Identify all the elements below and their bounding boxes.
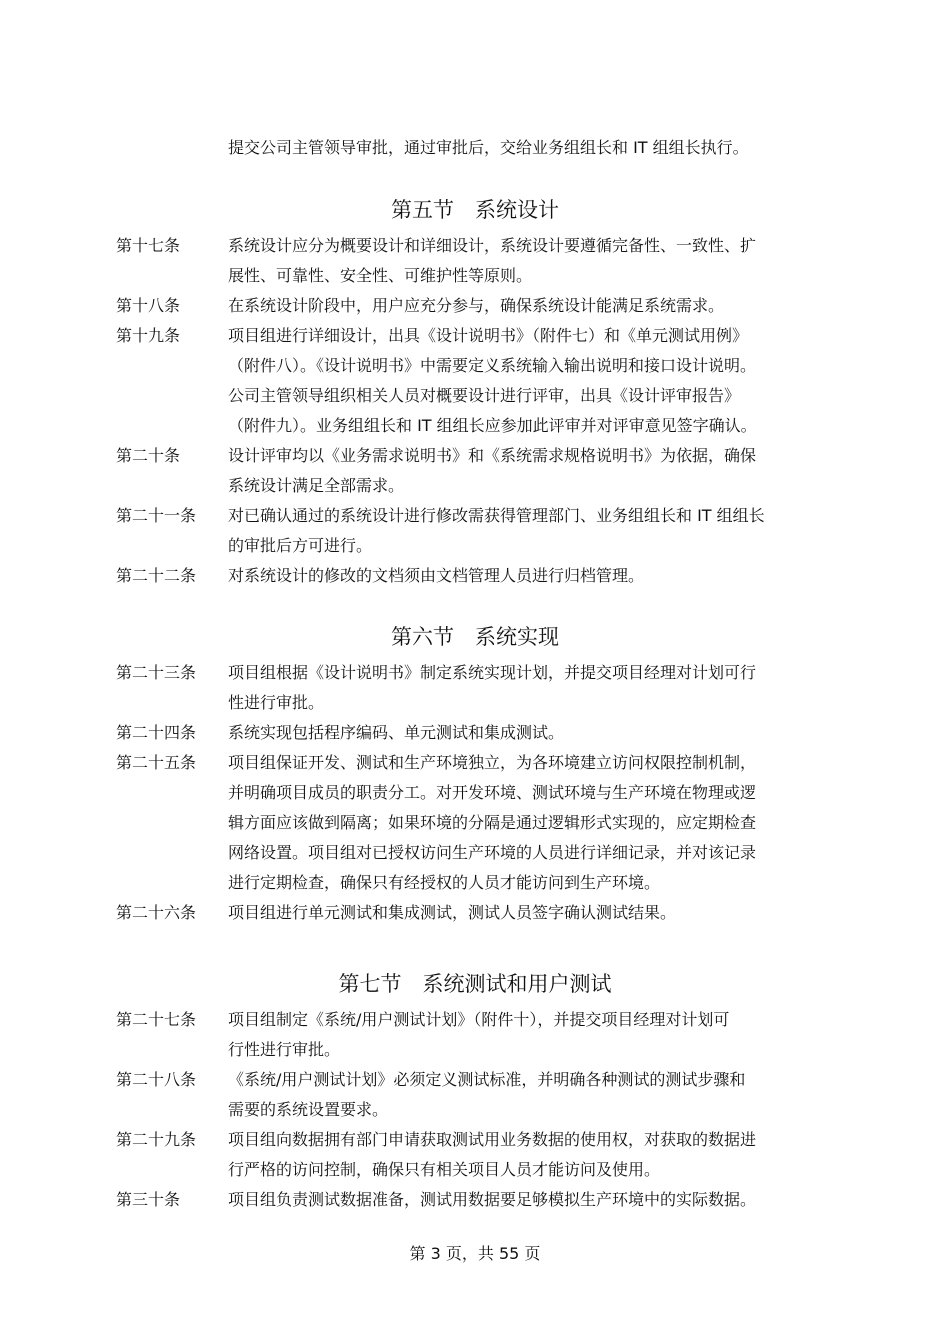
article-number: 第二十六条 (116, 903, 197, 922)
article-line: 并明确项目成员的职责分工。对开发环境、测试环境与生产环境在物理或逻 (228, 783, 757, 802)
article-line: 项目组根据《设计说明书》制定系统实现计划，并提交项目经理对计划可行 (228, 663, 757, 682)
article-text (228, 321, 818, 441)
section-title: 第七节 系统测试和用户测试 (338, 972, 612, 996)
article-line: 系统设计满足全部需求。 (228, 476, 405, 495)
article-number: 第二十四条 (116, 723, 197, 742)
article-text (228, 291, 818, 321)
article-line: 行性进行审批。 (228, 1040, 341, 1059)
article-line: 需要的系统设置要求。 (228, 1100, 389, 1119)
article-line: 对已确认通过的系统设计进行修改需获得管理部门、业务组组长和 IT 组组长 (228, 506, 765, 525)
article-line: （附件九）。业务组组长和 IT 组组长应参加此评审并对评审意见签字确认。 (228, 416, 757, 435)
article-line: 网络设置。项目组对已授权访问生产环境的人员进行详细记录，并对该记录 (228, 843, 757, 862)
article-line: 项目组保证开发、测试和生产环境独立，为各环境建立访问权限控制机制， (228, 753, 757, 772)
article-line: 《系统/用户测试计划》必须定义测试标准，并明确各种测试的测试步骤和 (228, 1070, 746, 1089)
article-line: 展性、可靠性、安全性、可维护性等原则。 (228, 266, 533, 285)
article-text (228, 441, 818, 501)
article-text (228, 561, 818, 591)
article-number: 第二十九条 (116, 1130, 197, 1149)
article-number: 第二十三条 (116, 663, 197, 682)
article-text (228, 1005, 818, 1065)
article-line: 项目组进行详细设计，出具《设计说明书》（附件七）和《单元测试用例》 (228, 326, 749, 345)
article-line: 性进行审批。 (228, 693, 325, 712)
article-number: 第二十一条 (116, 506, 197, 525)
article-line: 系统设计应分为概要设计和详细设计，系统设计要遵循完备性、一致性、扩 (228, 236, 757, 255)
article-number: 第二十二条 (116, 566, 197, 585)
article-line: 项目组向数据拥有部门申请获取测试用业务数据的使用权，对获取的数据进 (228, 1130, 757, 1149)
section-title: 第五节 系统设计 (391, 198, 559, 222)
article-text (228, 231, 818, 291)
article-line: 设计评审均以《业务需求说明书》和《系统需求规格说明书》为依据，确保 (228, 446, 757, 465)
article-line: 对系统设计的修改的文档须由文档管理人员进行归档管理。 (228, 566, 645, 585)
article-line: 的审批后方可进行。 (228, 536, 373, 555)
article-number: 第二十七条 (116, 1010, 197, 1029)
article-number: 第十八条 (116, 296, 181, 315)
article-number: 第十九条 (116, 326, 181, 345)
article-line: 在系统设计阶段中，用户应充分参与，确保系统设计能满足系统需求。 (228, 296, 725, 315)
article-line: 系统实现包括程序编码、单元测试和集成测试。 (228, 723, 565, 742)
article-text (228, 1065, 818, 1125)
section-title: 第六节 系统实现 (391, 625, 559, 649)
continuation-text: 提交公司主管领导审批，通过审批后，交给业务组组长和 IT 组组长执行。 (228, 138, 749, 157)
article-line: （附件八）。《设计说明书》中需要定义系统输入输出说明和接口设计说明。 (228, 356, 757, 375)
article-number: 第三十条 (116, 1190, 181, 1209)
article-line: 辑方面应该做到隔离；如果环境的分隔是通过逻辑形式实现的，应定期检查 (228, 813, 757, 832)
article-text (228, 658, 818, 718)
article-line: 项目组负责测试数据准备，测试用数据要足够模拟生产环境中的实际数据。 (228, 1190, 757, 1209)
article-number: 第二十条 (116, 446, 181, 465)
article-text (228, 1125, 818, 1185)
article-text (228, 898, 818, 928)
article-line: 项目组进行单元测试和集成测试，测试人员签字确认测试结果。 (228, 903, 677, 922)
page-footer: 第 3 页，共 55 页 (409, 1244, 541, 1263)
article-number: 第二十五条 (116, 753, 197, 772)
article-line: 进行定期检查，确保只有经授权的人员才能访问到生产环境。 (228, 873, 661, 892)
article-line: 项目组制定《系统/用户测试计划》（附件十），并提交项目经理对计划可 (228, 1010, 730, 1029)
article-text (228, 1185, 818, 1215)
article-text (228, 748, 818, 898)
article-number: 第二十八条 (116, 1070, 197, 1089)
article-number: 第十七条 (116, 236, 181, 255)
article-line: 行严格的访问控制，确保只有相关项目人员才能访问及使用。 (228, 1160, 661, 1179)
article-text (228, 501, 818, 561)
article-line: 公司主管领导组织相关人员对概要设计进行评审，出具《设计评审报告》 (228, 386, 741, 405)
article-text (228, 718, 818, 748)
